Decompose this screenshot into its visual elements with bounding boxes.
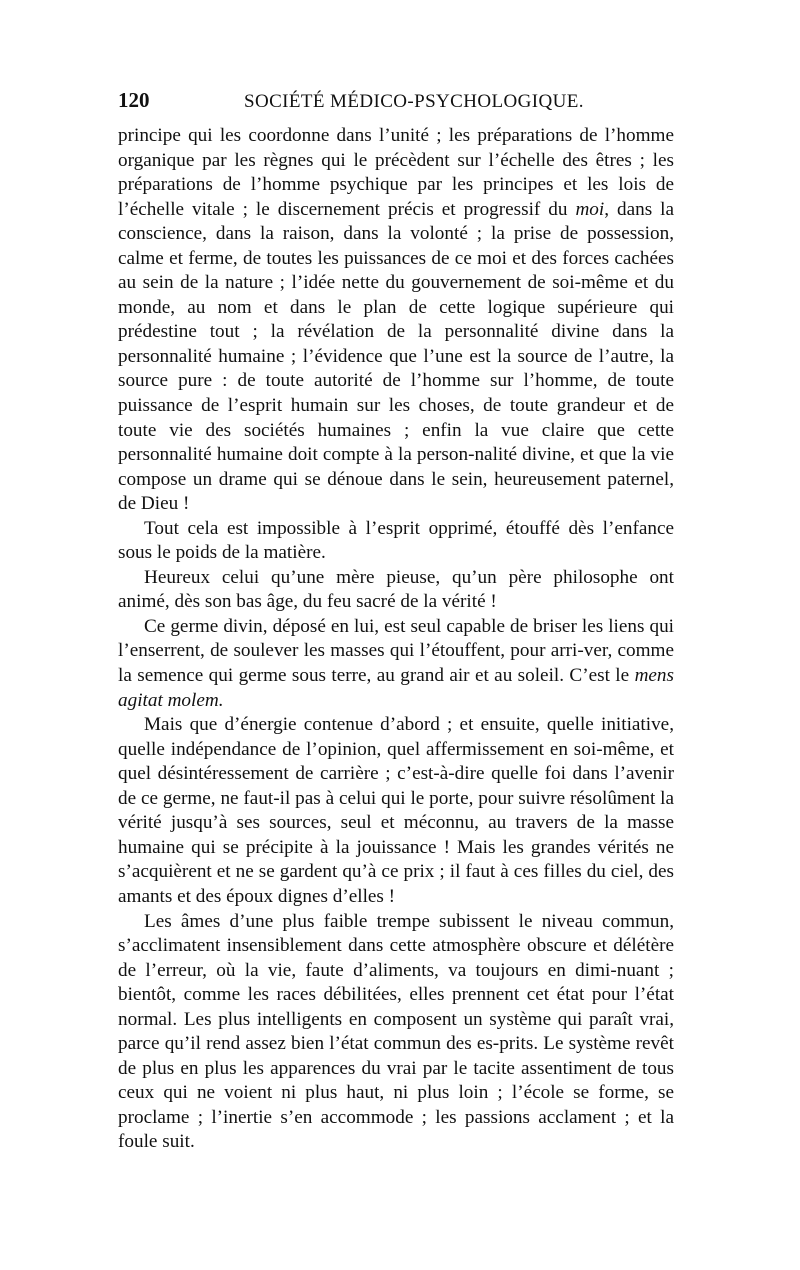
paragraph-2-text: Tout cela est impossible à l’esprit opprimé, étouffé dès l’enfance sous le poids de la matière. (118, 517, 674, 564)
paragraph-5 (118, 713, 674, 909)
running-header (118, 88, 674, 118)
paragraph-6-text: Les âmes d’une plus faible trempe subissent le niveau commun, s’acclimatent insensiblement dans cette atmosphère obscure et délétère de l’erreur, où la vie, faute d’aliments, va toujours en dimi-nuant ; bientôt, comme les races débilitées, elles prennent cet état pour l’état normal. Les plus intelligents en composent un système qui paraît vrai, parce qu’il rend assez bien l’état commun des es-prits. Le système revêt de plus en plus les apparences du vrai par le tacite assentiment de tous ceux qui ne voient ni plus haut, ni plus loin ; l’école se forme, se proclame ; l’inertie s’en accommode ; les passions acclament ; et la foule suit. (118, 910, 674, 1153)
paragraph-3 (118, 566, 674, 615)
paragraph-5-text: Mais que d’énergie contenue d’abord ; et ensuite, quelle initiative, quelle indépendance de l’opinion, quel affermissement en soi-même, et quel désintéressement de carrière ; c’est-à-dire quelle foi dans l’avenir de ce germe, ne faut-il pas à celui qui le porte, pour suivre résolûment la vérité jusqu’à ses sources, seul et méconnu, au travers de la masse humaine qui se précipite à la jouissance ! Mais les grandes vérités ne s’acquièrent et ne se gardent qu’à ce prix ; il faut à ces filles du ciel, des amants et des époux dignes d’elles ! (118, 714, 674, 907)
body-text (118, 124, 674, 1155)
page-number: 120 (118, 88, 150, 112)
book-page (118, 88, 674, 1155)
paragraph-4-text: Ce germe divin, déposé en lui, est seul capable de briser les liens qui l’enserrent, de soulever les masses qui l’étouffent, pour arri-ver, comme la semence qui germe sous terre, au grand air et au soleil. C’est le (118, 615, 674, 687)
paragraph-1-text-a: principe qui les coordonne dans l’unité ; les préparations de l’homme organique par les règnes qui le précèdent sur l’échelle des êtres ; les préparations de l’homme psychique par les principes et les lois de l’échelle vitale ; le discernement précis et progressif du (118, 125, 674, 220)
paragraph-3-text: Heureux celui qu’une mère pieuse, qu’un père philosophe ont animé, dès son bas âge, du feu sacré de la vérité ! (118, 566, 674, 613)
italic-moi: moi (575, 198, 605, 220)
paragraph-4 (118, 615, 674, 713)
paragraph-2 (118, 517, 674, 566)
paragraph-6 (118, 910, 674, 1155)
running-title: SOCIÉTÉ MÉDICO-PSYCHOLOGIQUE. (244, 91, 584, 112)
paragraph-1-text-b: , dans la conscience, dans la raison, dans la volonté ; la prise de possession, calme et ferme, de toutes les puissances de ce moi et des forces cachées au sein de la nature ; l’idée nette du gouvernement de soi-même et du monde, au nom et dans le plan de cette logique supérieure qui prédestine tout ; la révélation de la personnalité divine dans la personnalité humaine ; l’évidence que l’une est la source de l’autre, la source pure : de toute autorité de l’homme sur l’homme, de toute puissance de l’esprit humain sur les choses, de toute grandeur et de toute vie des sociétés humaines ; enfin la vue claire que cette personnalité humaine doit compte à la person-nalité divine, et que la vie compose un drame qui se dénoue dans le sein, heureusement paternel, de Dieu ! (118, 198, 674, 515)
italic-latin-quote: mens agitat molem. (118, 665, 674, 711)
paragraph-1 (118, 124, 674, 517)
